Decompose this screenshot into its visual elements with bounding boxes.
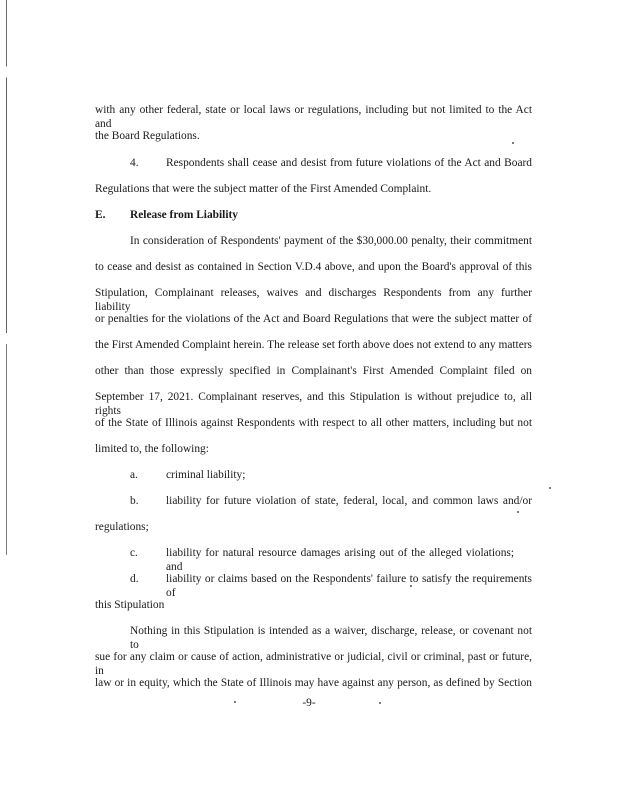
section-title: Release from Liability bbox=[130, 209, 238, 221]
item-text: Regulations that were the subject matter of the First Amended Complaint. bbox=[95, 183, 432, 195]
scan-speck bbox=[379, 702, 381, 704]
list-letter: d. bbox=[130, 573, 139, 585]
paragraph-line: sue for any claim or cause of action, administrative or judicial, civil or criminal, past or future, in bbox=[95, 651, 532, 677]
continuation-line: with any other federal, state or local laws or regulations, including but not limited to the Act and bbox=[95, 104, 532, 130]
scan-speck bbox=[512, 142, 514, 144]
paragraph-line: to cease and desist as contained in Section V.D.4 above, and upon the Board's approval of this bbox=[95, 261, 532, 273]
scan-speck bbox=[234, 701, 236, 703]
page-number: -9- bbox=[302, 697, 316, 709]
paragraph-line: of the State of Illinois against Respondents with respect to all other matters, including but not bbox=[95, 417, 532, 429]
scan-edge-mark bbox=[6, 0, 7, 555]
list-item: this Stipulation bbox=[95, 599, 165, 611]
list-item: liability for future violation of state, federal, local, and common laws and/or bbox=[166, 495, 532, 507]
continuation-line: the Board Regulations. bbox=[95, 130, 200, 142]
scan-speck bbox=[517, 511, 519, 513]
list-letter: a. bbox=[130, 469, 138, 481]
paragraph-line: the First Amended Complaint herein. The release set forth above does not extend to any matters bbox=[95, 339, 532, 351]
list-item: criminal liability; bbox=[166, 469, 246, 481]
paragraph-line: Nothing in this Stipulation is intended as a waiver, discharge, release, or covenant not to bbox=[130, 625, 532, 651]
list-letter: b. bbox=[130, 495, 139, 507]
scan-speck bbox=[549, 487, 551, 489]
section-letter: E. bbox=[95, 209, 106, 221]
list-item: regulations; bbox=[95, 521, 149, 533]
list-item: liability for natural resource damages arising out of the alleged violations; and bbox=[166, 547, 514, 573]
paragraph-line: or penalties for the violations of the Act and Board Regulations that were the subject matter of bbox=[95, 313, 532, 325]
paragraph-line: September 17, 2021. Complainant reserves, and this Stipulation is without prejudice to, all rights bbox=[95, 391, 532, 417]
list-letter: c. bbox=[130, 547, 138, 559]
item-number: 4. bbox=[130, 157, 139, 169]
scan-speck bbox=[410, 585, 412, 587]
item-text: Respondents shall cease and desist from future violations of the Act and Board bbox=[166, 157, 532, 169]
paragraph-line: In consideration of Respondents' payment of the $30,000.00 penalty, their commitment bbox=[130, 235, 532, 247]
paragraph-line: law or in equity, which the State of Illinois may have against any person, as defined by Section bbox=[95, 677, 532, 689]
list-item: liability or claims based on the Respondents' failure to satisfy the requirements of bbox=[166, 573, 532, 599]
paragraph-line: Stipulation, Complainant releases, waives and discharges Respondents from any further liability bbox=[95, 287, 532, 313]
paragraph-line: other than those expressly specified in Complainant's First Amended Complaint filed on bbox=[95, 365, 532, 377]
paragraph-line: limited to, the following: bbox=[95, 443, 209, 455]
